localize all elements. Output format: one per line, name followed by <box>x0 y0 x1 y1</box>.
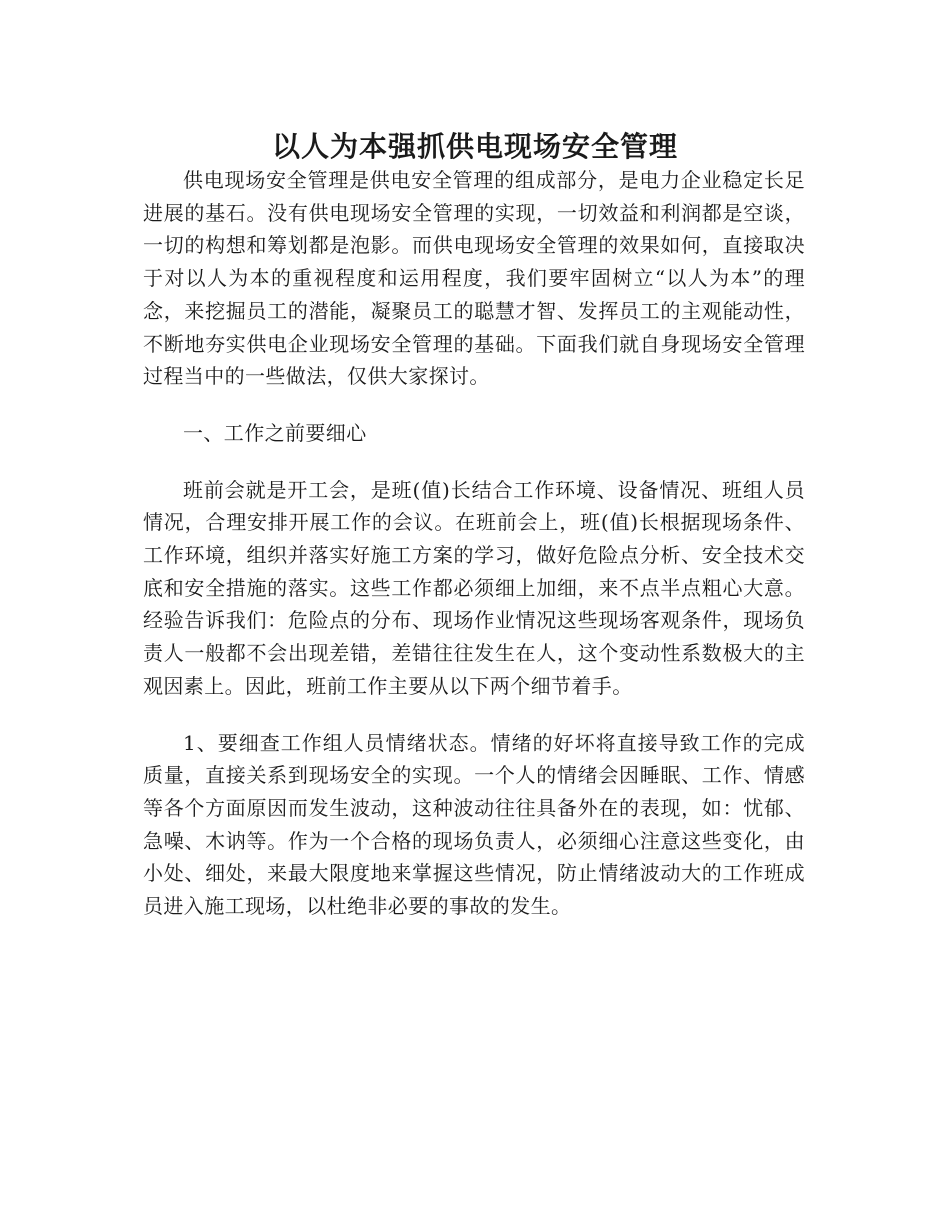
paragraph-item-1: 1、要细查工作组人员情绪状态。情绪的好坏将直接导致工作的完成质量，直接关系到现场安全的实现。一个人的情绪会因睡眠、工作、情感等各个方面原因而发生波动，这种波动往往具备外在的表现，如：忧郁、急噪、木讷等。作为一个合格的现场负责人，必须细心注意这些变化，由小处、细处，来最大限度地来掌握这些情况，防止情绪波动大的工作班成员进入施工现场，以杜绝非必要的事故的发生。 <box>143 730 805 919</box>
document-body <box>143 164 805 923</box>
document-title: 以人为本强抓供电现场安全管理 <box>271 129 678 163</box>
section-heading: 一、工作之前要细心 <box>183 420 367 445</box>
paragraph-intro: 供电现场安全管理是供电安全管理的组成部分，是电力企业稳定长足进展的基石。没有供电现场安全管理的实现，一切效益和利润都是空谈，一切的构想和筹划都是泡影。而供电现场安全管理的效果如何，直接取决于对以人为本的重视程度和运用程度，我们要牢固树立“以人为本”的理念，来挖掘员工的潜能，凝聚员工的聪慧才智、发挥员工的主观能动性，不断地夯实供电企业现场安全管理的基础。下面我们就自身现场安全管理过程当中的一些做法，仅供大家探讨。 <box>143 168 805 389</box>
paragraph-pre-shift-meeting: 班前会就是开工会，是班(值)长结合工作环境、设备情况、班组人员情况，合理安排开展工作的会议。在班前会上，班(值)长根据现场条件、工作环境，组织并落实好施工方案的学习，做好危险点分析、安全技术交底和安全措施的落实。这些工作都必须细上加细，来不点半点粗心大意。经验告诉我们：危险点的分布、现场作业情况这些现场客观条件，现场负责人一般都不会出现差错，差错往往发生在人，这个变动性系数极大的主观因素上。因此，班前工作主要从以下两个细节着手。 <box>143 477 805 698</box>
